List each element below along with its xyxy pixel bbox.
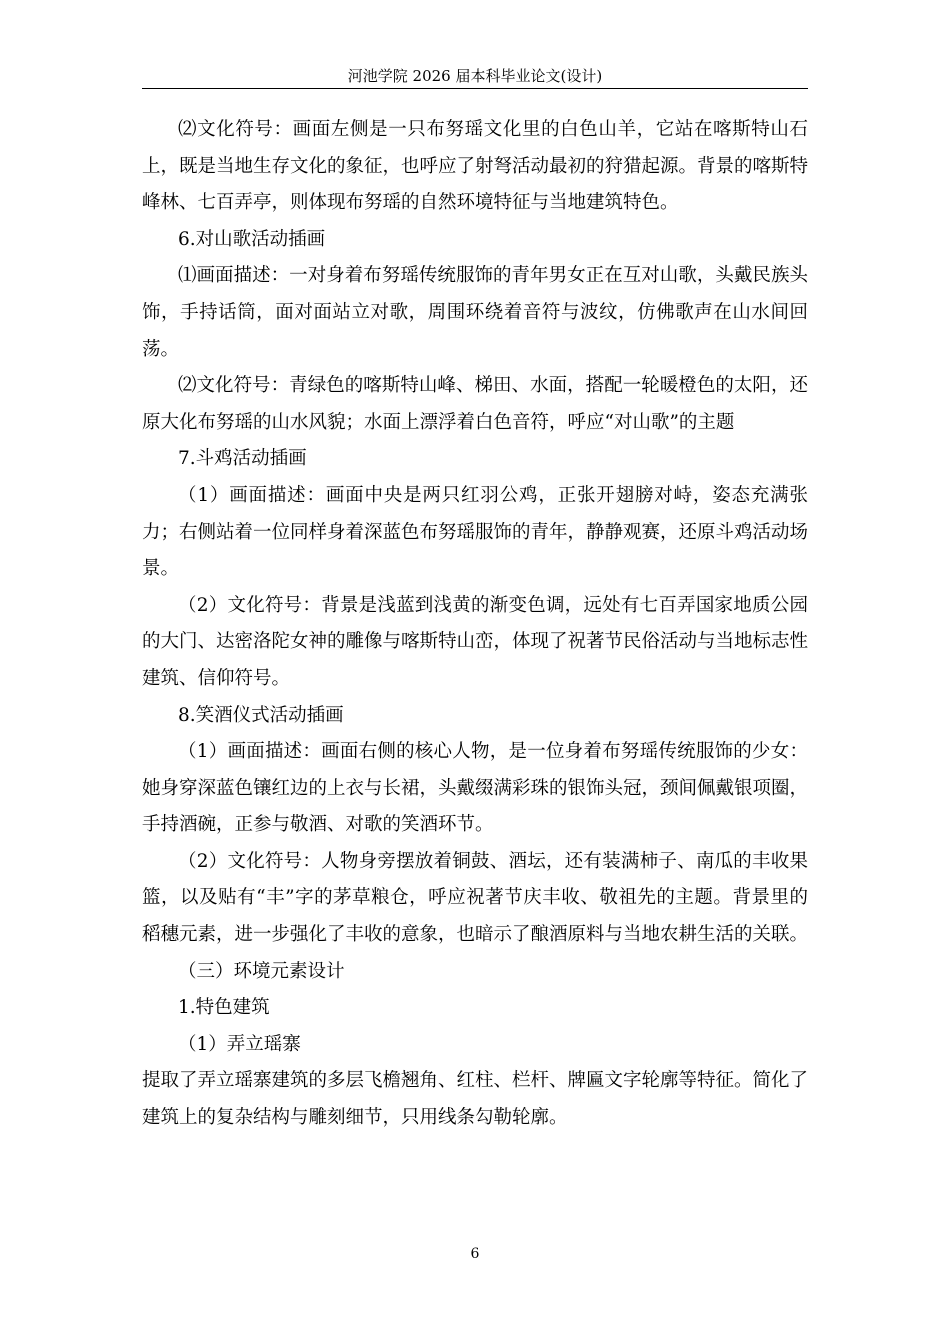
heading-duishan-song: 6.对山歌活动插画 [178,228,326,250]
heading-nongli-village: （1）弄立瑶寨 [178,1033,301,1055]
heading-xiaojiu-ritual: 8.笑酒仪式活动插画 [178,704,344,726]
heading-cockfight: 7.斗鸡活动插画 [178,448,307,470]
paragraph-xiaojiu-description: （1）画面描述：画面右侧的核心人物，是一位身着布努瑶传统服饰的少女：她身穿深蓝色镶红边的上衣与长裙，头戴缀满彩珠的银饰头冠，颈间佩戴银项圈，手持酒碗，正参与敬酒、对歌的笑酒环节。 [142,741,809,836]
paragraph-duishan-description: ⑴画面描述：一对身着布努瑶传统服饰的青年男女正在互对山歌，头戴民族头饰，手持话筒，面对面站立对歌，周围环绕着音符与波纹，仿佛歌声在山水间回荡。 [142,265,808,360]
paragraph-cockfight-description: （1）画面描述：画面中央是两只红羽公鸡，正张开翅膀对峙，姿态充满张力；右侧站着一位同样身着深蓝色布努瑶服饰的青年，静静观赛，还原斗鸡活动场景。 [142,484,809,580]
body-text [142,112,808,1137]
running-header: 河池学院 2026 届本科毕业论文(设计) [347,67,603,85]
heading-featured-architecture: 1.特色建筑 [178,997,270,1019]
paragraph-duishan-symbols: ⑵文化符号：青绿色的喀斯特山峰、梯田、水面，搭配一轮暖橙色的太阳，还原大化布努瑶的山水风貌；水面上漂浮着白色音符，呼应“对山歌”的主题 [142,375,808,433]
paragraph-cockfight-symbols: （2）文化符号：背景是浅蓝到浅黄的渐变色调，远处有七百弄国家地质公园的大门、达密洛陀女神的雕像与喀斯特山峦，体现了祝著节民俗活动与当地标志性建筑、信仰符号。 [142,594,809,689]
header-divider [142,88,808,89]
paragraph-nongli-village: 提取了弄立瑶寨建筑的多层飞檐翘角、红柱、栏杆、牌匾文字轮廓等特征。简化了建筑上的复杂结构与雕刻细节，只用线条勾勒轮廓。 [142,1070,809,1129]
paragraph-xiaojiu-symbols: （2）文化符号：人物身旁摆放着铜鼓、酒坛，还有装满柿子、南瓜的丰收果篮，以及贴有“丰”字的茅草粮仓，呼应祝著节庆丰收、敬祖先的主题。背景里的稻穗元素，进一步强化了丰收的意象，也暗示了酿酒原料与当地农耕生活的关联。 [142,850,809,946]
heading-environment-design: （三）环境元素设计 [178,960,345,982]
paragraph-shooting-symbols: ⑵文化符号：画面左侧是一只布努瑶文化里的白色山羊，它站在喀斯特山石上，既是当地生存文化的象征，也呼应了射弩活动最初的狩猎起源。背景的喀斯特峰林、七百弄亭，则体现布努瑶的自然环境特征与当地建筑特色。 [142,119,809,214]
page-number: 6 [470,1246,480,1262]
